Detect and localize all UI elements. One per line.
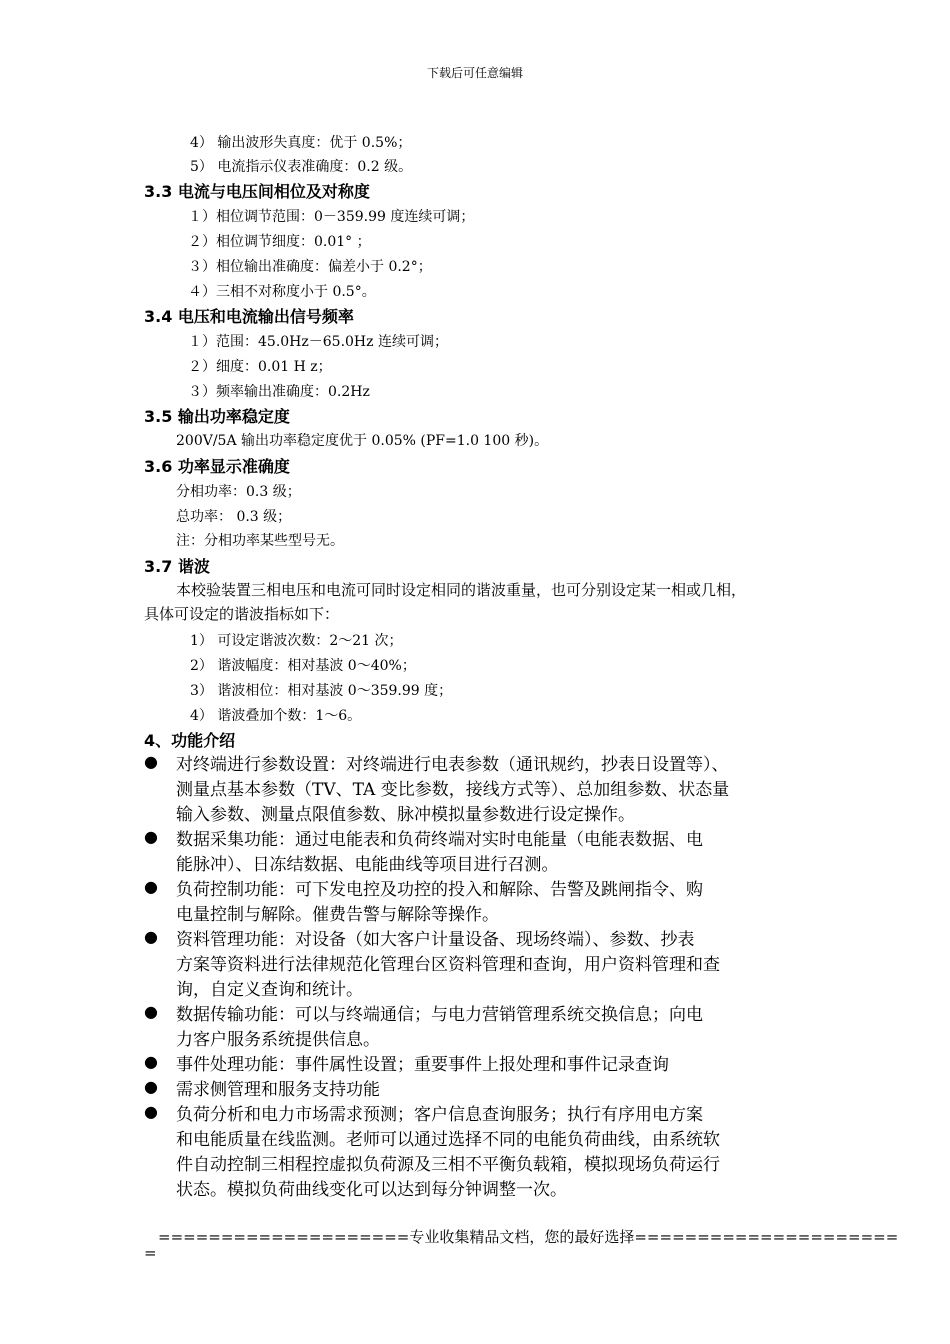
sec33-item: ３）相位输出准确度：偏差小于 0.2°； [188, 259, 432, 275]
page-footer: ====================专业收集精品文档，您的最好选择===================== [158, 1228, 899, 1246]
bullet-8-line: 件自动控制三相程控虚拟负荷源及三相不平衡负载箱，模拟现场负荷运行 [176, 1155, 720, 1175]
bullet-icon: ● [144, 927, 158, 946]
bullet-1-line: 测量点基本参数（TV、TA 变比参数，接线方式等）、总加组参数、状态量 [176, 780, 730, 800]
bullet-icon: ● [144, 877, 158, 896]
sec36-item: 总功率： 0.3 级； [176, 509, 292, 525]
sec36-item: 分相功率：0.3 级； [176, 484, 301, 500]
sec37-item: 3） 谐波相位：相对基波 0～359.99 度； [190, 683, 453, 699]
bullet-2-line: 能脉冲）、日冻结数据、电能曲线等项目进行召测。 [176, 855, 559, 875]
bullet-8-line: 和电能质量在线监测。老师可以通过选择不同的电能负荷曲线，由系统软 [176, 1130, 720, 1150]
sec37-item: 2） 谐波幅度：相对基波 0～40%； [190, 658, 416, 674]
sec37-item: 1） 可设定谐波次数：2～21 次； [190, 633, 403, 649]
bullet-3-line: 负荷控制功能：可下发电控及功控的投入和解除、告警及跳闸指令、购 [176, 880, 703, 900]
section-3-7-title: 3.7 谐波 [144, 557, 210, 576]
bullet-icon: ● [144, 752, 158, 771]
bullet-icon: ● [144, 1102, 158, 1121]
bullet-icon: ● [144, 1052, 158, 1071]
bullet-2-line: 数据采集功能：通过电能表和负荷终端对实时电能量（电能表数据、电 [176, 830, 703, 850]
page-header: 下载后可任意编辑 [426, 66, 523, 80]
sec34-item: １）范围：45.0Hz－65.0Hz 连续可调； [188, 334, 448, 350]
sec32-item-5: 5） 电流指示仪表准确度：0.2 级。 [190, 159, 413, 175]
bullet-1-line: 对终端进行参数设置：对终端进行电表参数（通讯规约，抄表日设置等）、 [176, 755, 729, 775]
bullet-6-line: 事件处理功能：事件属性设置；重要事件上报处理和事件记录查询 [176, 1055, 669, 1075]
sec34-item: ２）细度：0.01 H z； [188, 359, 332, 375]
bullet-4-line: 询，自定义查询和统计。 [176, 980, 363, 1000]
sec34-item: ３）频率输出准确度：0.2Hz [188, 384, 370, 400]
sec33-item: １）相位调节范围：0－359.99 度连续可调； [188, 209, 475, 225]
section-4-title: 4、功能介绍 [144, 731, 236, 750]
bullet-icon: ● [144, 827, 158, 846]
bullet-icon: ● [144, 1002, 158, 1021]
bullet-5-line: 力客户服务系统提供信息。 [176, 1030, 380, 1050]
section-3-4-title: 3.4 电压和电流输出信号频率 [144, 307, 354, 326]
sec33-item: ２）相位调节细度：0.01° ； [188, 234, 371, 250]
bullet-5-line: 数据传输功能：可以与终端通信；与电力营销管理系统交换信息；向电 [176, 1005, 703, 1025]
bullet-8-line: 负荷分析和电力市场需求预测；客户信息查询服务；执行有序用电方案 [176, 1105, 703, 1125]
bullet-7-line: 需求侧管理和服务支持功能 [176, 1080, 380, 1100]
bullet-4-line: 方案等资料进行法律规范化管理台区资料管理和查询，用户资料管理和查 [176, 955, 720, 975]
sec32-item-4: 4） 输出波形失真度：优于 0.5%； [190, 135, 412, 151]
bullet-icon: ● [144, 1077, 158, 1096]
sec36-note: 注：分相功率某些型号无。 [176, 533, 344, 549]
bullet-4-line: 资料管理功能：对设备（如大客户计量设备、现场终端）、参数、抄表 [176, 930, 695, 950]
sec37-paragraph-line: 具体可设定的谐波指标如下： [144, 605, 340, 623]
section-3-5-title: 3.5 输出功率稳定度 [144, 407, 290, 426]
sec37-item: 4） 谐波叠加个数：1～6。 [190, 708, 362, 724]
section-3-6-title: 3.6 功率显示准确度 [144, 457, 290, 476]
sec33-item: ４）三相不对称度小于 0.5°。 [188, 284, 376, 300]
section-3-3-title: 3.3 电流与电压间相位及对称度 [144, 182, 370, 201]
bullet-3-line: 电量控制与解除。催费告警与解除等操作。 [176, 905, 499, 925]
sec35-text: 200V/5A 输出功率稳定度优于 0.05% (PF=1.0 100 秒)。 [176, 433, 549, 449]
page-footer-continuation: = [144, 1244, 157, 1262]
bullet-1-line: 输入参数、测量点限值参数、脉冲模拟量参数进行设定操作。 [176, 805, 635, 825]
bullet-8-line: 状态。模拟负荷曲线变化可以达到每分钟调整一次。 [176, 1180, 567, 1200]
sec37-paragraph-line: 本校验装置三相电压和电流可同时设定相同的谐波重量，也可分别设定某一相或几相， [176, 581, 747, 599]
